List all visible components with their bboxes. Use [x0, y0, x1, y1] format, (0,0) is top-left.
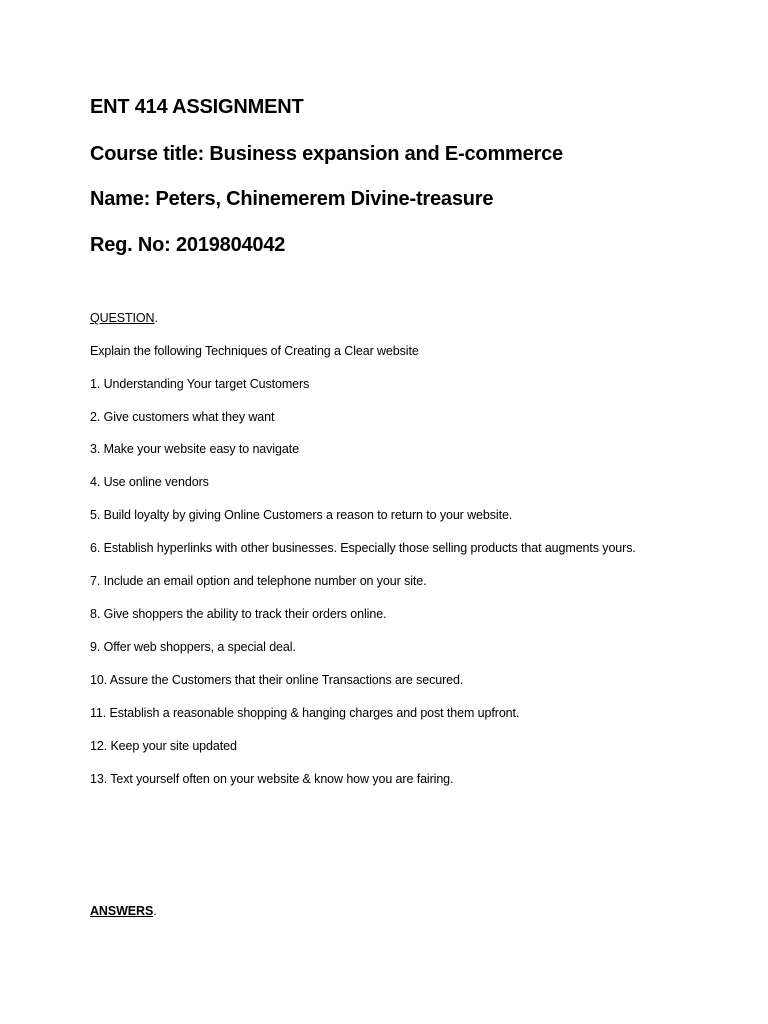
list-item: 13. Text yourself often on your website & know how you are fairing.	[90, 772, 454, 786]
list-item: 6. Establish hyperlinks with other businesses. Especially those selling products that augments yours.	[90, 541, 636, 555]
list-item: 9. Offer web shoppers, a special deal.	[90, 640, 296, 654]
answers-heading: ANSWERS.	[90, 904, 157, 918]
list-item: 1. Understanding Your target Customers	[90, 377, 310, 391]
list-item: 11. Establish a reasonable shopping & hanging charges and post them upfront.	[90, 706, 520, 720]
answers-label: ANSWERS	[90, 904, 154, 918]
student-name: Name: Peters, Chinemerem Divine-treasure	[90, 188, 494, 210]
list-item: 7. Include an email option and telephone number on your site.	[90, 574, 427, 588]
question-label: QUESTION	[90, 311, 155, 325]
list-item: 8. Give shoppers the ability to track their orders online.	[90, 607, 387, 621]
assignment-title: ENT 414 ASSIGNMENT	[90, 96, 304, 118]
list-item: 2. Give customers what they want	[90, 410, 275, 424]
list-item: 12. Keep your site updated	[90, 739, 237, 753]
course-title: Course title: Business expansion and E-commerce	[90, 143, 563, 165]
list-item: 4. Use online vendors	[90, 475, 209, 489]
registration-number: Reg. No: 2019804042	[90, 234, 286, 256]
question-intro: Explain the following Techniques of Creating a Clear website	[90, 344, 419, 358]
list-item: 5. Build loyalty by giving Online Customers a reason to return to your website.	[90, 508, 513, 522]
list-item: 10. Assure the Customers that their online Transactions are secured.	[90, 673, 464, 687]
question-heading: QUESTION.	[90, 311, 158, 325]
list-item: 3. Make your website easy to navigate	[90, 442, 299, 456]
